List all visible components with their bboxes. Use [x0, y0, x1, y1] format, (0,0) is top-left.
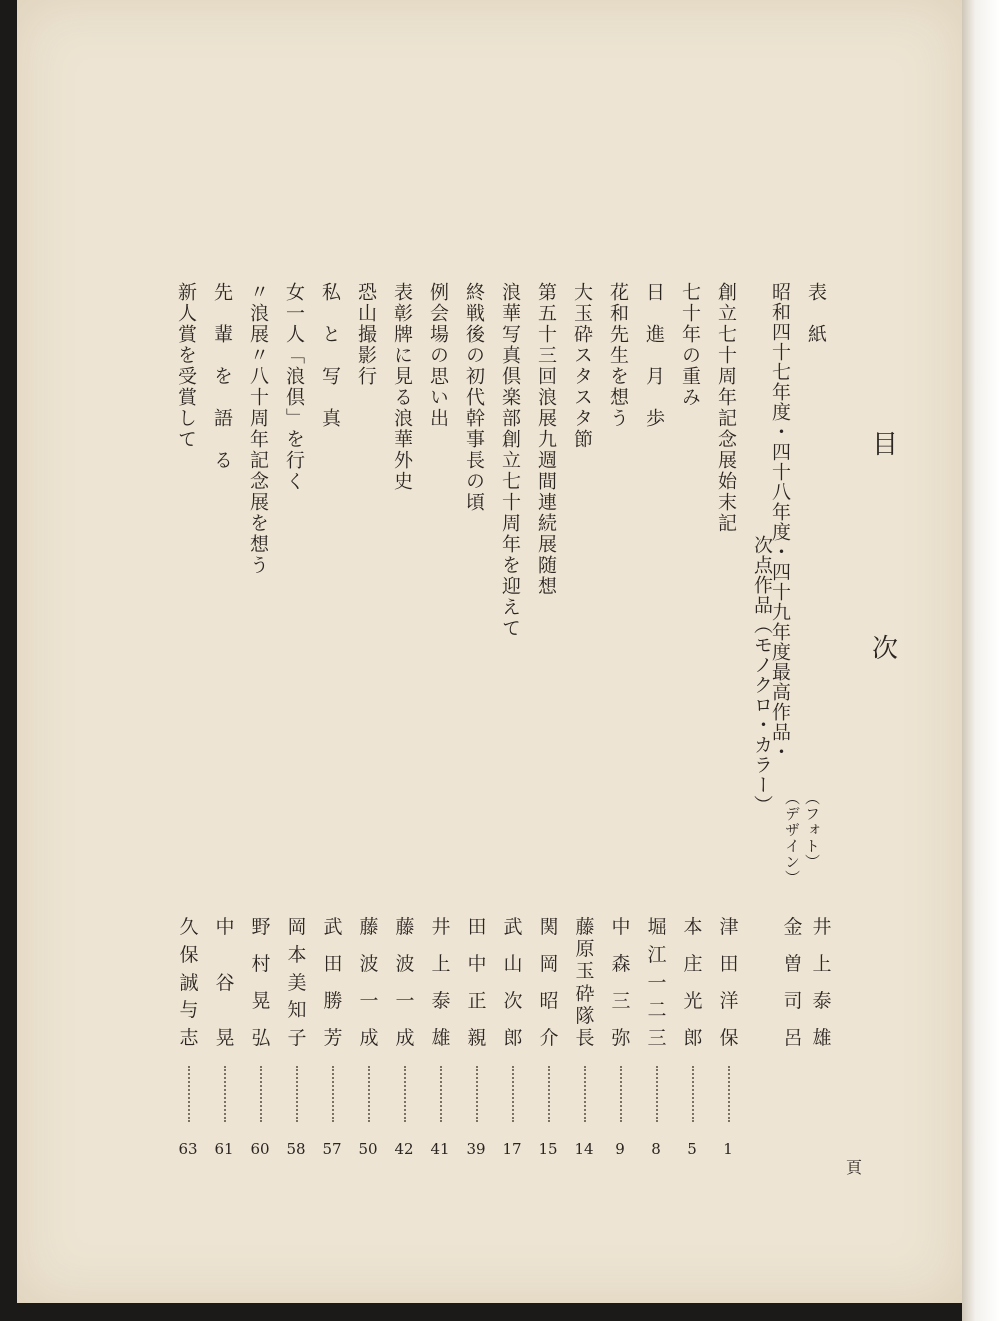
- toc-title: 表 紙: [805, 282, 827, 345]
- toc-title: 〃浪展〃八十周年記念展を想う: [247, 282, 269, 576]
- toc-page-number: 57: [322, 1140, 342, 1158]
- toc-author: 井 上 泰 雄: [431, 916, 451, 1049]
- toc-title: 日 進 月 歩: [643, 282, 665, 429]
- leader-dots: [224, 1066, 226, 1122]
- toc-page-number: 50: [358, 1140, 378, 1158]
- toc-author: 岡 本 美 知 子: [287, 916, 307, 1049]
- toc-title: 先 輩 を 語 る: [211, 282, 233, 471]
- toc-page-number: 17: [502, 1140, 522, 1158]
- toc-title: 第五十三回浪展九週間連続展随想: [535, 282, 557, 597]
- toc-page-number: 39: [466, 1140, 486, 1158]
- toc-author: 田 中 正 親: [467, 916, 487, 1049]
- toc-author: 金 曽 司 呂: [783, 916, 803, 1049]
- credit-note-photo: （フォト）: [803, 790, 821, 870]
- toc-page-number: 58: [286, 1140, 306, 1158]
- leader-dots: [620, 1066, 622, 1122]
- toc-title: 浪華写真倶楽部創立七十周年を迎えて: [499, 282, 521, 639]
- toc-title: 大玉砕スタスタ節: [571, 282, 593, 450]
- toc-author: 藤 波 一 成: [359, 916, 379, 1049]
- heading-mokuji-char2: 次: [872, 634, 899, 664]
- toc-title: 表彰牌に見る浪華外史: [391, 282, 413, 492]
- toc-author: 武 田 勝 芳: [323, 916, 343, 1049]
- toc-title: 花和先生を想う: [607, 282, 629, 429]
- toc-author: 野 村 晃 弘: [251, 916, 271, 1049]
- toc-author: 堀 江 一 二 三: [647, 916, 667, 1049]
- credit-note-design: （デザイン）: [783, 790, 801, 886]
- toc-title: 昭和四十七年度・四十八年度・四十九年度最高作品・: [769, 282, 791, 762]
- toc-page-number: 41: [430, 1140, 450, 1158]
- toc-page-number: 14: [574, 1140, 594, 1158]
- toc-title: 新人賞を受賞して: [175, 282, 197, 450]
- toc-page-number: 1: [723, 1140, 733, 1158]
- page-gutter: [962, 0, 1000, 1321]
- toc-page-number: 63: [178, 1140, 198, 1158]
- toc-page-number: 15: [538, 1140, 558, 1158]
- toc-author: 藤 原 玉 砕 隊 長: [575, 916, 595, 1049]
- leader-dots: [440, 1066, 442, 1122]
- toc-title: 次点作品（モノクロ・カラー）: [751, 535, 773, 815]
- leader-dots: [260, 1066, 262, 1122]
- leader-dots: [332, 1066, 334, 1122]
- leader-dots: [656, 1066, 658, 1122]
- toc-page-number: 9: [615, 1140, 625, 1158]
- toc-author: 中 森 三 弥: [611, 916, 631, 1049]
- heading-mokuji-char1: 目: [872, 430, 899, 460]
- leader-dots: [512, 1066, 514, 1122]
- leader-dots: [548, 1066, 550, 1122]
- toc-page-number: 8: [651, 1140, 661, 1158]
- page-column-label: 頁: [846, 1158, 863, 1177]
- toc-author: 武 山 次 郎: [503, 916, 523, 1049]
- toc-page-number: 61: [214, 1140, 234, 1158]
- toc-title: 創立七十周年記念展始末記: [715, 282, 737, 534]
- leader-dots: [584, 1066, 586, 1122]
- book-page: [17, 0, 962, 1303]
- leader-dots: [188, 1066, 190, 1122]
- toc-author: 中 谷 晃: [215, 916, 235, 1049]
- toc-title: 恐山撮影行: [355, 282, 377, 387]
- toc-author: 関 岡 昭 介: [539, 916, 559, 1049]
- toc-author: 久 保 誠 与 志: [179, 916, 199, 1049]
- toc-author: 本 庄 光 郎: [683, 916, 703, 1049]
- toc-title: 例会場の思い出: [427, 282, 449, 429]
- leader-dots: [404, 1066, 406, 1122]
- toc-title: 女一人「浪倶」を行く: [283, 282, 305, 492]
- leader-dots: [476, 1066, 478, 1122]
- toc-page-number: 5: [687, 1140, 697, 1158]
- toc-title: 私 と 写 真: [319, 282, 341, 429]
- leader-dots: [728, 1066, 730, 1122]
- leader-dots: [692, 1066, 694, 1122]
- toc-author: 井 上 泰 雄: [812, 916, 832, 1049]
- leader-dots: [296, 1066, 298, 1122]
- toc-title: 七十年の重み: [679, 282, 701, 408]
- toc-page-number: 42: [394, 1140, 414, 1158]
- toc-author: 藤 波 一 成: [395, 916, 415, 1049]
- toc-page-number: 60: [250, 1140, 270, 1158]
- toc-author: 津 田 洋 保: [719, 916, 739, 1049]
- toc-title: 終戦後の初代幹事長の頃: [463, 282, 485, 513]
- leader-dots: [368, 1066, 370, 1122]
